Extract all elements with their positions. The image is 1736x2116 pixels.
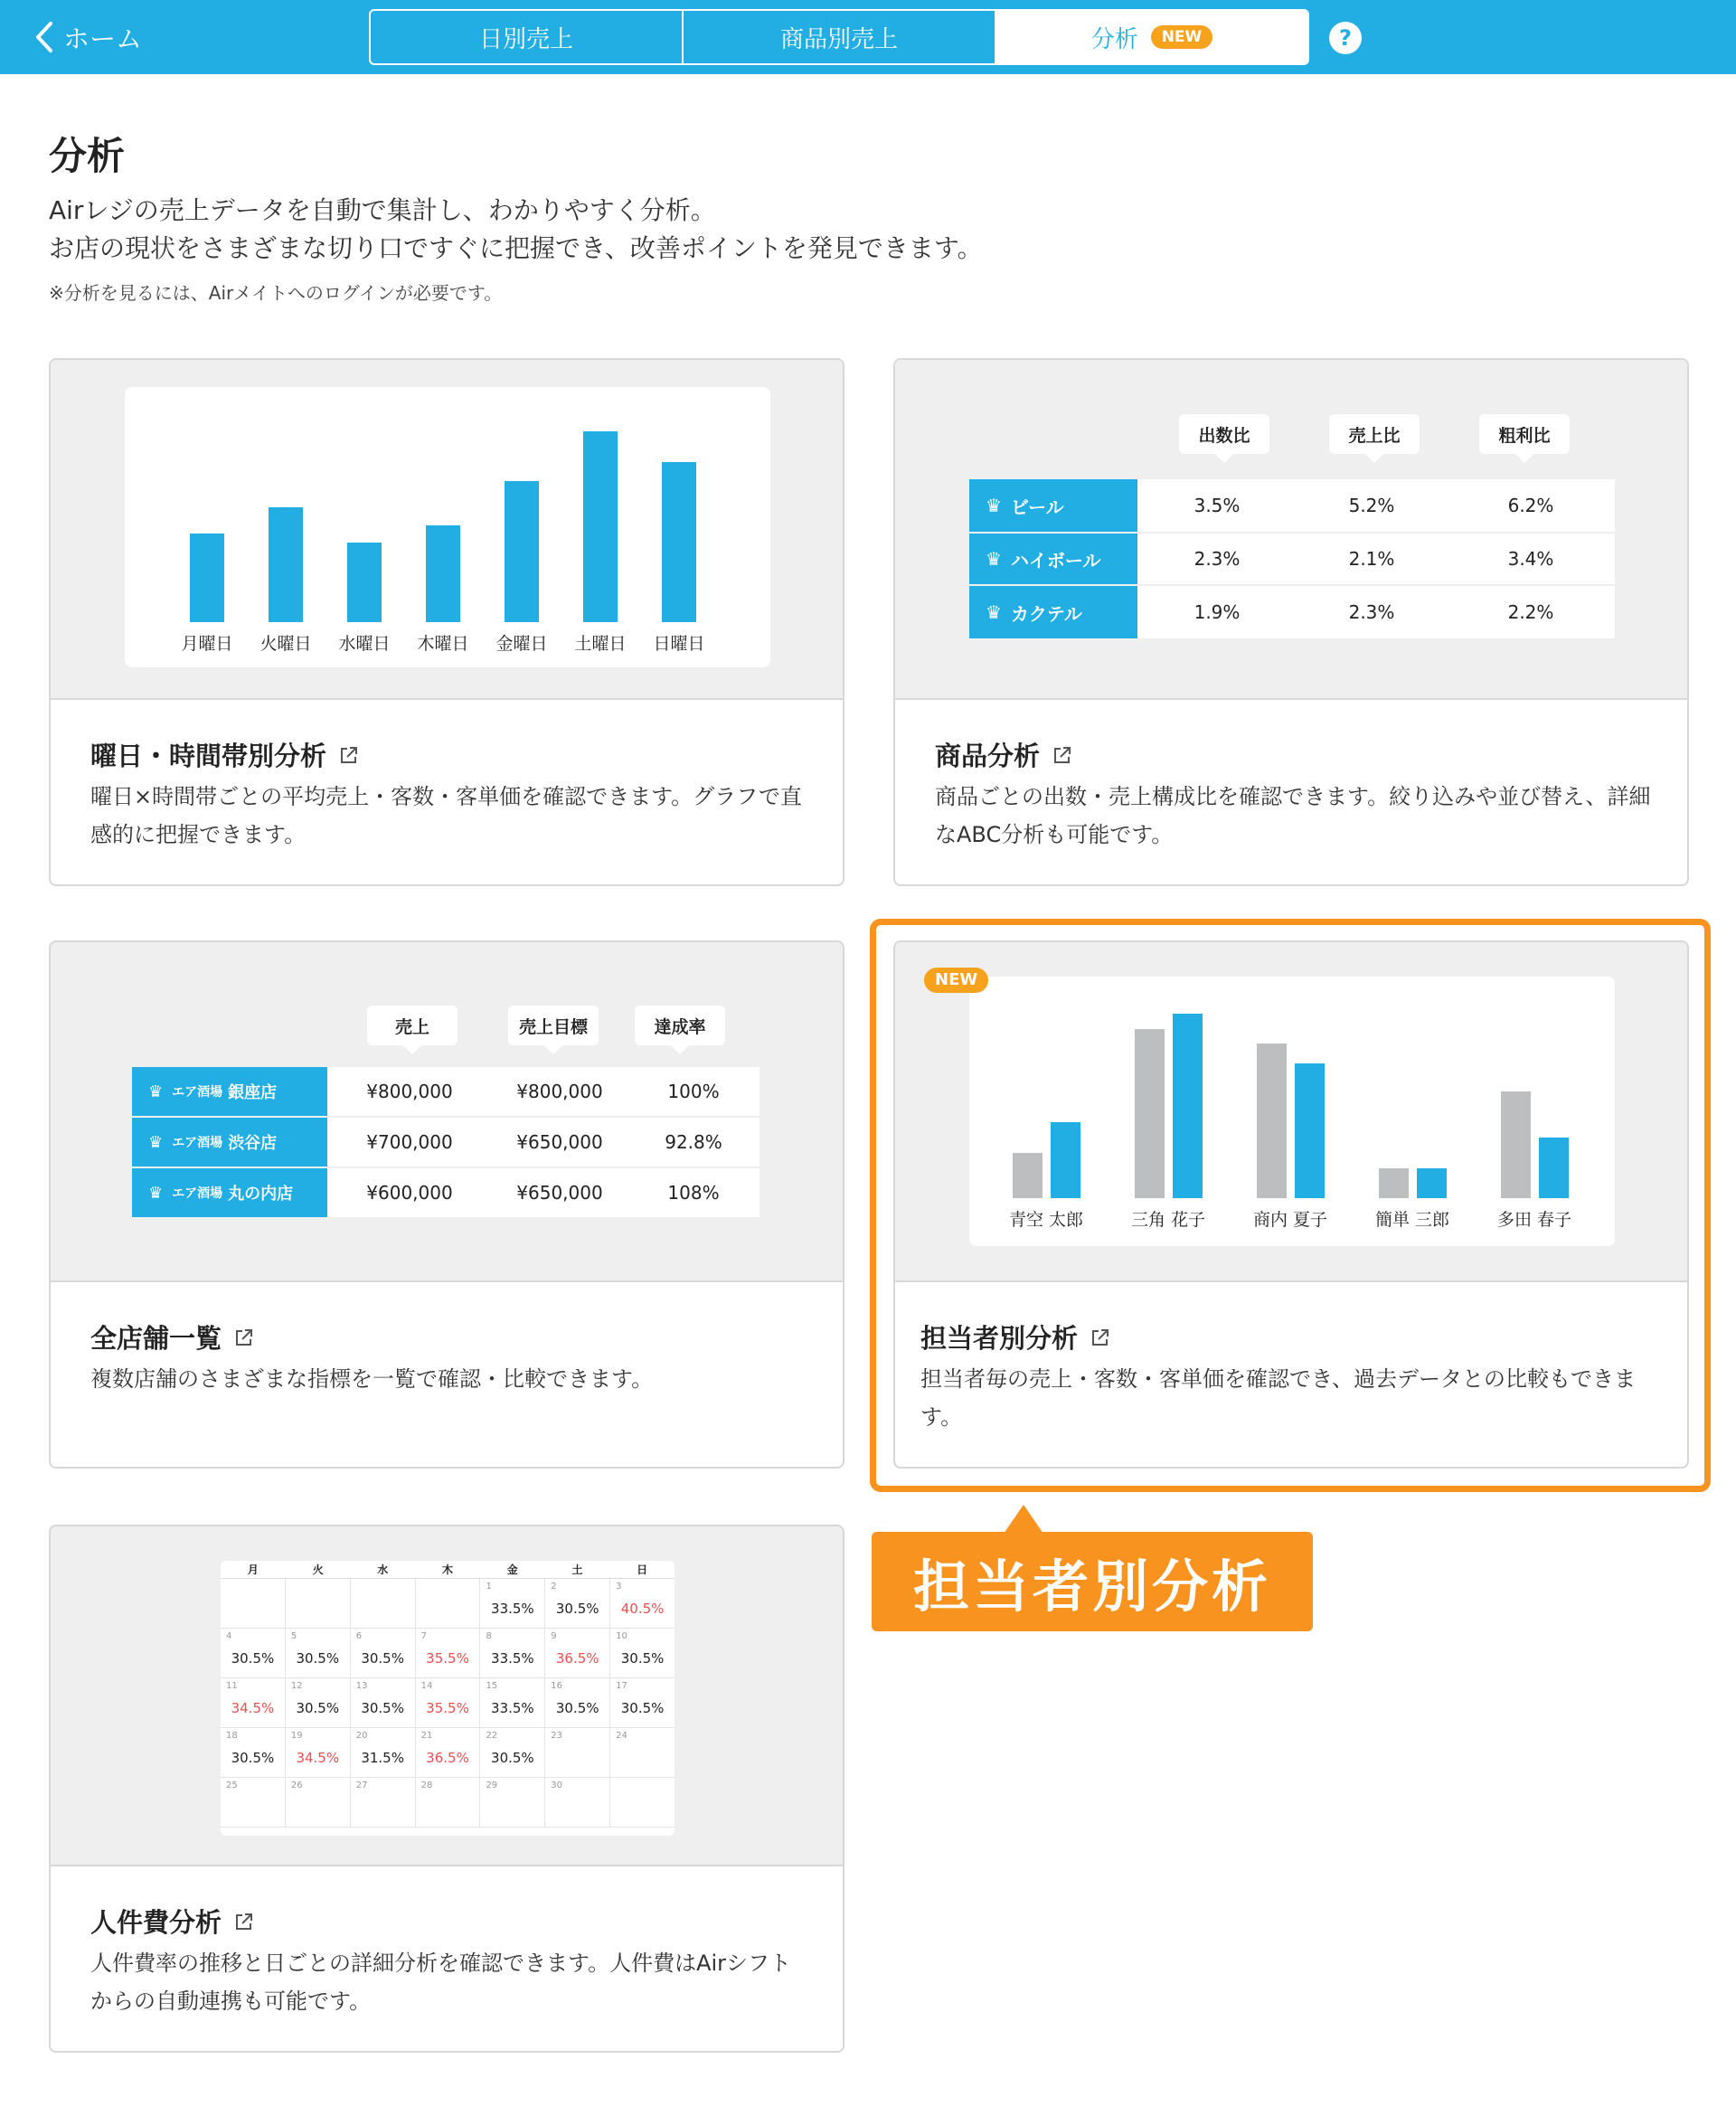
external-link-icon — [1090, 1327, 1110, 1347]
calendar-day-number: 6 — [355, 1631, 363, 1641]
crown-icon: ♛ — [148, 1132, 164, 1152]
card-description: 複数店舗のさまざまな指標を一覧で確認・比較できます。 — [90, 1366, 654, 1392]
table-row — [132, 1067, 760, 1116]
calendar-day-cell — [416, 1579, 481, 1628]
calendar-week-row — [221, 1678, 675, 1728]
calendar-day-number: 15 — [486, 1681, 498, 1691]
calendar-day-value: 30.5% — [361, 1650, 404, 1667]
x-tick-label: 日曜日 — [653, 634, 705, 654]
calendar-week-row — [221, 1778, 675, 1828]
calendar-day-cell — [351, 1678, 416, 1727]
calendar-day-number: 14 — [420, 1681, 433, 1691]
calendar-day-cell — [610, 1579, 675, 1628]
table-cell: 100% — [627, 1067, 760, 1116]
tab-label: 日別売上 — [478, 25, 573, 53]
crown-icon: ♛ — [148, 1183, 164, 1203]
chart-bar — [1051, 1122, 1080, 1198]
calendar-day-value: 30.5% — [555, 1700, 599, 1716]
card-title-text: 担当者別分析 — [920, 1323, 1079, 1354]
calendar-day-value: 30.5% — [296, 1700, 340, 1716]
calendar-weekday-label: 火 — [312, 1563, 324, 1576]
card-title — [90, 1903, 254, 1940]
calendar-day-number: 8 — [486, 1631, 492, 1641]
calendar-day-number: 7 — [420, 1631, 427, 1641]
chart-bar — [1379, 1168, 1409, 1198]
card-all-stores[interactable] — [49, 940, 844, 1469]
calendar-weekday-label: 水 — [377, 1563, 389, 1576]
calendar-day-number: 4 — [226, 1631, 232, 1641]
table-cell: 1.9% — [1137, 586, 1297, 638]
external-link-icon — [339, 745, 359, 765]
calendar-day-value: 30.5% — [491, 1750, 534, 1766]
calendar-day-cell — [416, 1778, 481, 1827]
column-header: 出数比 — [1179, 414, 1269, 454]
table-cell: 108% — [627, 1168, 760, 1217]
calendar-preview — [221, 1561, 675, 1836]
calendar-day-value: 33.5% — [491, 1601, 534, 1617]
store-prefix: エア酒場 — [172, 1136, 223, 1150]
tab-analysis[interactable] — [995, 11, 1307, 63]
calendar-week-row — [221, 1728, 675, 1778]
chart-bar — [190, 534, 224, 622]
calendar-day-value: 40.5% — [620, 1601, 665, 1617]
chart-panel — [125, 387, 770, 667]
calendar-day-number: 10 — [616, 1631, 627, 1641]
back-button[interactable] — [34, 16, 142, 58]
chart-bar — [505, 481, 539, 622]
chart-bar — [1295, 1063, 1325, 1198]
chart-bar — [347, 543, 382, 622]
x-tick-label: 火曜日 — [259, 634, 312, 654]
calendar-day-cell — [480, 1728, 545, 1777]
calendar-day-number: 20 — [355, 1731, 368, 1741]
calendar-day-number: 18 — [226, 1731, 238, 1741]
chart-bar — [1501, 1091, 1531, 1198]
store-name: 丸の内店 — [228, 1185, 294, 1204]
calendar-day-cell — [545, 1579, 610, 1628]
calendar-day-cell — [351, 1728, 416, 1777]
calendar-day-value: 30.5% — [620, 1650, 665, 1667]
calendar-day-cell — [545, 1778, 610, 1827]
calendar-day-number: 2 — [551, 1582, 557, 1592]
table-cell: 3.4% — [1447, 534, 1615, 584]
card-preview — [895, 942, 1687, 1282]
calendar-day-cell — [610, 1629, 675, 1677]
tab-bar — [369, 9, 1309, 65]
calendar-day-number: 22 — [486, 1731, 498, 1741]
crown-icon: ♛ — [986, 495, 1002, 516]
calendar-day-value: 31.5% — [361, 1750, 404, 1766]
calendar-weekday-label: 木 — [442, 1563, 454, 1576]
x-tick-label: 多田 春子 — [1496, 1210, 1572, 1230]
calendar-day-cell — [545, 1728, 610, 1777]
calendar-day-cell — [286, 1629, 351, 1677]
chart-panel — [969, 977, 1615, 1246]
x-tick-label: 月曜日 — [181, 634, 233, 654]
back-label: ホーム — [63, 23, 143, 54]
chart-bar — [1173, 1014, 1203, 1198]
x-tick-label: 金曜日 — [495, 634, 548, 654]
x-tick-label: 商内 夏子 — [1252, 1210, 1328, 1230]
calendar-day-cell — [221, 1728, 286, 1777]
row-label — [132, 1118, 327, 1167]
staff-bar-chart — [969, 977, 1615, 1246]
external-link-icon — [234, 1912, 254, 1932]
calendar-week-row — [221, 1579, 675, 1629]
row-label — [969, 586, 1137, 638]
weekday-bar-chart — [125, 387, 770, 667]
calendar-day-value: 30.5% — [620, 1700, 665, 1716]
calendar-day-cell — [545, 1678, 610, 1727]
calendar-weekday-label: 金 — [506, 1563, 518, 1576]
tab-daily-sales[interactable] — [371, 11, 682, 63]
column-header: 売上目標 — [508, 1006, 599, 1045]
calendar-day-value: 36.5% — [555, 1650, 599, 1667]
calendar-day-value: 30.5% — [231, 1750, 275, 1766]
crown-icon: ♛ — [986, 548, 1002, 570]
calendar-day-number: 30 — [551, 1781, 563, 1790]
table-cell: ¥650,000 — [492, 1118, 627, 1167]
calendar-day-cell — [221, 1678, 286, 1727]
store-name: 銀座店 — [228, 1083, 278, 1102]
calendar-day-value: 34.5% — [231, 1700, 275, 1716]
card-weekday-analysis[interactable] — [49, 358, 844, 886]
calendar-day-number: 28 — [420, 1781, 433, 1790]
calendar-day-cell — [286, 1728, 351, 1777]
row-name: カクテル — [1010, 602, 1082, 625]
calendar-day-cell — [416, 1678, 481, 1727]
calendar-day-value: 30.5% — [555, 1601, 599, 1617]
calendar-day-number: 26 — [290, 1781, 303, 1790]
column-header: 達成率 — [635, 1006, 725, 1045]
callout-label: 担当者別分析 — [872, 1532, 1313, 1631]
card-title — [935, 736, 1072, 773]
card-staff-analysis[interactable] — [893, 940, 1689, 1469]
callout-pointer — [1004, 1505, 1043, 1534]
calendar-day-cell — [351, 1579, 416, 1628]
calendar-day-cell — [416, 1629, 481, 1677]
calendar-day-cell — [221, 1579, 286, 1628]
calendar-day-number: 19 — [290, 1731, 303, 1741]
calendar-day-number: 27 — [355, 1781, 368, 1790]
calendar-day-cell — [286, 1579, 351, 1628]
calendar-day-number: 3 — [616, 1582, 622, 1592]
card-title-text: 商品分析 — [935, 741, 1041, 771]
card-preview — [51, 1526, 843, 1866]
calendar-day-cell — [351, 1778, 416, 1827]
calendar-day-number: 29 — [486, 1781, 498, 1790]
calendar-day-value: 30.5% — [361, 1700, 404, 1716]
calendar-day-value: 30.5% — [231, 1650, 275, 1667]
calendar-day-cell — [351, 1629, 416, 1677]
x-tick-label: 簡単 三郎 — [1374, 1210, 1450, 1230]
login-note: ※分析を見るには、Airメイトへのログインが必要です。 — [49, 282, 503, 304]
calendar-weekday-label: 土 — [571, 1563, 583, 1576]
calendar-day-value: 36.5% — [426, 1750, 469, 1766]
new-badge: NEW — [1151, 25, 1213, 49]
card-description: 曜日×時間帯ごとの平均売上・客数・客単価を確認できます。グラフで直感的に把握できます。 — [90, 784, 802, 847]
calendar-day-number: 23 — [551, 1731, 563, 1741]
chart-bar — [1257, 1044, 1287, 1198]
chart-bar — [269, 507, 303, 622]
table-cell: 6.2% — [1447, 479, 1615, 532]
row-label — [132, 1067, 327, 1116]
calendar-day-number: 24 — [616, 1731, 627, 1741]
calendar-day-number: 12 — [290, 1681, 303, 1691]
card-description: 人件費率の推移と日ごとの詳細分析を確認できます。人件費はAirシフトからの自動連携も可能です。 — [90, 1951, 792, 2014]
calendar-day-value: 35.5% — [426, 1650, 469, 1667]
calendar-body — [221, 1579, 675, 1828]
card-preview — [51, 360, 843, 700]
calendar-day-value: 33.5% — [491, 1700, 534, 1716]
table-row — [969, 479, 1615, 532]
calendar-day-number: 17 — [616, 1681, 627, 1691]
card-preview — [51, 942, 843, 1282]
calendar-day-cell — [416, 1728, 481, 1777]
tab-product-sales[interactable] — [682, 11, 995, 63]
table-cell: 2.1% — [1297, 534, 1447, 584]
table-cell: 2.2% — [1447, 586, 1615, 638]
calendar-day-number: 9 — [551, 1631, 557, 1641]
card-description: 商品ごとの出数・売上構成比を確認できます。絞り込みや並び替え、詳細なABC分析も可能です。 — [935, 784, 1651, 847]
calendar-day-cell — [610, 1778, 675, 1827]
store-prefix: エア酒場 — [172, 1186, 223, 1201]
card-title-text: 人件費分析 — [90, 1907, 222, 1938]
calendar-day-number: 21 — [420, 1731, 433, 1741]
calendar-weekday-header — [221, 1561, 675, 1579]
chart-bar — [662, 462, 696, 622]
top-bar — [0, 0, 1736, 74]
calendar-day-cell — [480, 1579, 545, 1628]
table-row — [132, 1168, 760, 1217]
table-cell: ¥700,000 — [327, 1118, 492, 1167]
table-cell: ¥800,000 — [327, 1067, 492, 1116]
external-link-icon — [1052, 745, 1072, 765]
calendar-day-value: 35.5% — [426, 1700, 469, 1716]
calendar-day-cell — [610, 1678, 675, 1727]
x-tick-label: 土曜日 — [574, 634, 627, 654]
chart-bar — [583, 431, 618, 622]
card-title-text: 曜日・時間帯別分析 — [90, 741, 327, 771]
card-preview — [895, 360, 1687, 700]
x-tick-label: 青空 太郎 — [1008, 1210, 1084, 1230]
column-header: 粗利比 — [1479, 414, 1570, 454]
calendar-day-number: 5 — [290, 1631, 297, 1641]
card-description: 担当者毎の売上・客数・客単価を確認でき、過去データとの比較もできます。 — [920, 1366, 1637, 1430]
calendar-day-number: 16 — [551, 1681, 563, 1691]
card-title — [920, 1318, 1110, 1356]
card-product-analysis[interactable] — [893, 358, 1689, 886]
new-badge: NEW — [924, 968, 988, 993]
tab-label: 商品別売上 — [779, 25, 898, 53]
calendar-day-cell — [480, 1778, 545, 1827]
store-name: 渋谷店 — [228, 1134, 278, 1153]
calendar-day-cell — [610, 1728, 675, 1777]
calendar-day-value: 33.5% — [491, 1650, 534, 1667]
calendar-day-cell — [480, 1629, 545, 1677]
card-title-text: 全店舗一覧 — [90, 1323, 222, 1354]
table-cell: 5.2% — [1297, 479, 1447, 532]
table-cell: ¥600,000 — [327, 1168, 492, 1217]
calendar-day-number: 1 — [486, 1582, 492, 1592]
calendar-weekday-label: 月 — [247, 1563, 259, 1576]
row-name: ハイボール — [1010, 549, 1101, 572]
calendar-weekday-label: 日 — [637, 1563, 648, 1576]
table-cell: 2.3% — [1137, 534, 1297, 584]
tab-label: 分析 — [1090, 25, 1138, 53]
page-description — [49, 192, 983, 268]
row-name: ビール — [1010, 496, 1064, 518]
row-label — [969, 479, 1137, 532]
x-tick-label: 三角 花子 — [1130, 1210, 1206, 1230]
help-icon[interactable]: ? — [1329, 22, 1362, 54]
chart-bar — [426, 525, 460, 622]
chart-bar — [1417, 1168, 1447, 1198]
x-tick-label: 木曜日 — [417, 634, 469, 654]
table-cell: 92.8% — [627, 1118, 760, 1167]
description-line: Airレジの売上データを自動で集計し、わかりやすく分析。 — [49, 195, 716, 225]
card-title — [90, 1318, 254, 1356]
calendar-week-row — [221, 1629, 675, 1678]
external-link-icon — [234, 1327, 254, 1347]
calendar-day-value: 30.5% — [296, 1650, 340, 1667]
chart-bar — [1013, 1153, 1043, 1198]
column-header: 売上比 — [1329, 414, 1420, 454]
card-title — [90, 736, 359, 773]
table-cell: ¥800,000 — [492, 1067, 627, 1116]
calendar-day-number: 25 — [226, 1781, 238, 1790]
calendar-day-cell — [286, 1678, 351, 1727]
calendar-day-value: 34.5% — [296, 1750, 340, 1766]
table-cell: ¥650,000 — [492, 1168, 627, 1217]
table-row — [969, 534, 1615, 584]
crown-icon: ♛ — [986, 601, 1002, 623]
table-cell: 2.3% — [1297, 586, 1447, 638]
calendar-day-number: 13 — [355, 1681, 368, 1691]
table-row — [969, 586, 1615, 638]
calendar-day-cell — [480, 1678, 545, 1727]
row-label — [969, 534, 1137, 584]
table-row — [132, 1118, 760, 1167]
chart-bar — [1135, 1029, 1165, 1198]
calendar-day-cell — [221, 1629, 286, 1677]
column-header: 売上 — [367, 1006, 458, 1045]
calendar-day-cell — [221, 1778, 286, 1827]
calendar-day-cell — [286, 1778, 351, 1827]
row-label — [132, 1168, 327, 1217]
crown-icon: ♛ — [148, 1082, 164, 1101]
description-line: お店の現状をさまざまな切り口ですぐに把握でき、改善ポイントを発見できます。 — [49, 233, 983, 263]
page-title: 分析 — [49, 134, 126, 178]
card-labor-cost-analysis[interactable] — [49, 1525, 844, 2053]
chevron-left-icon — [34, 21, 54, 53]
calendar-day-number: 11 — [226, 1681, 238, 1691]
store-prefix: エア酒場 — [172, 1085, 223, 1100]
calendar-day-cell — [545, 1629, 610, 1677]
x-tick-label: 水曜日 — [338, 634, 391, 654]
table-cell: 3.5% — [1137, 479, 1297, 532]
chart-bar — [1539, 1138, 1569, 1198]
